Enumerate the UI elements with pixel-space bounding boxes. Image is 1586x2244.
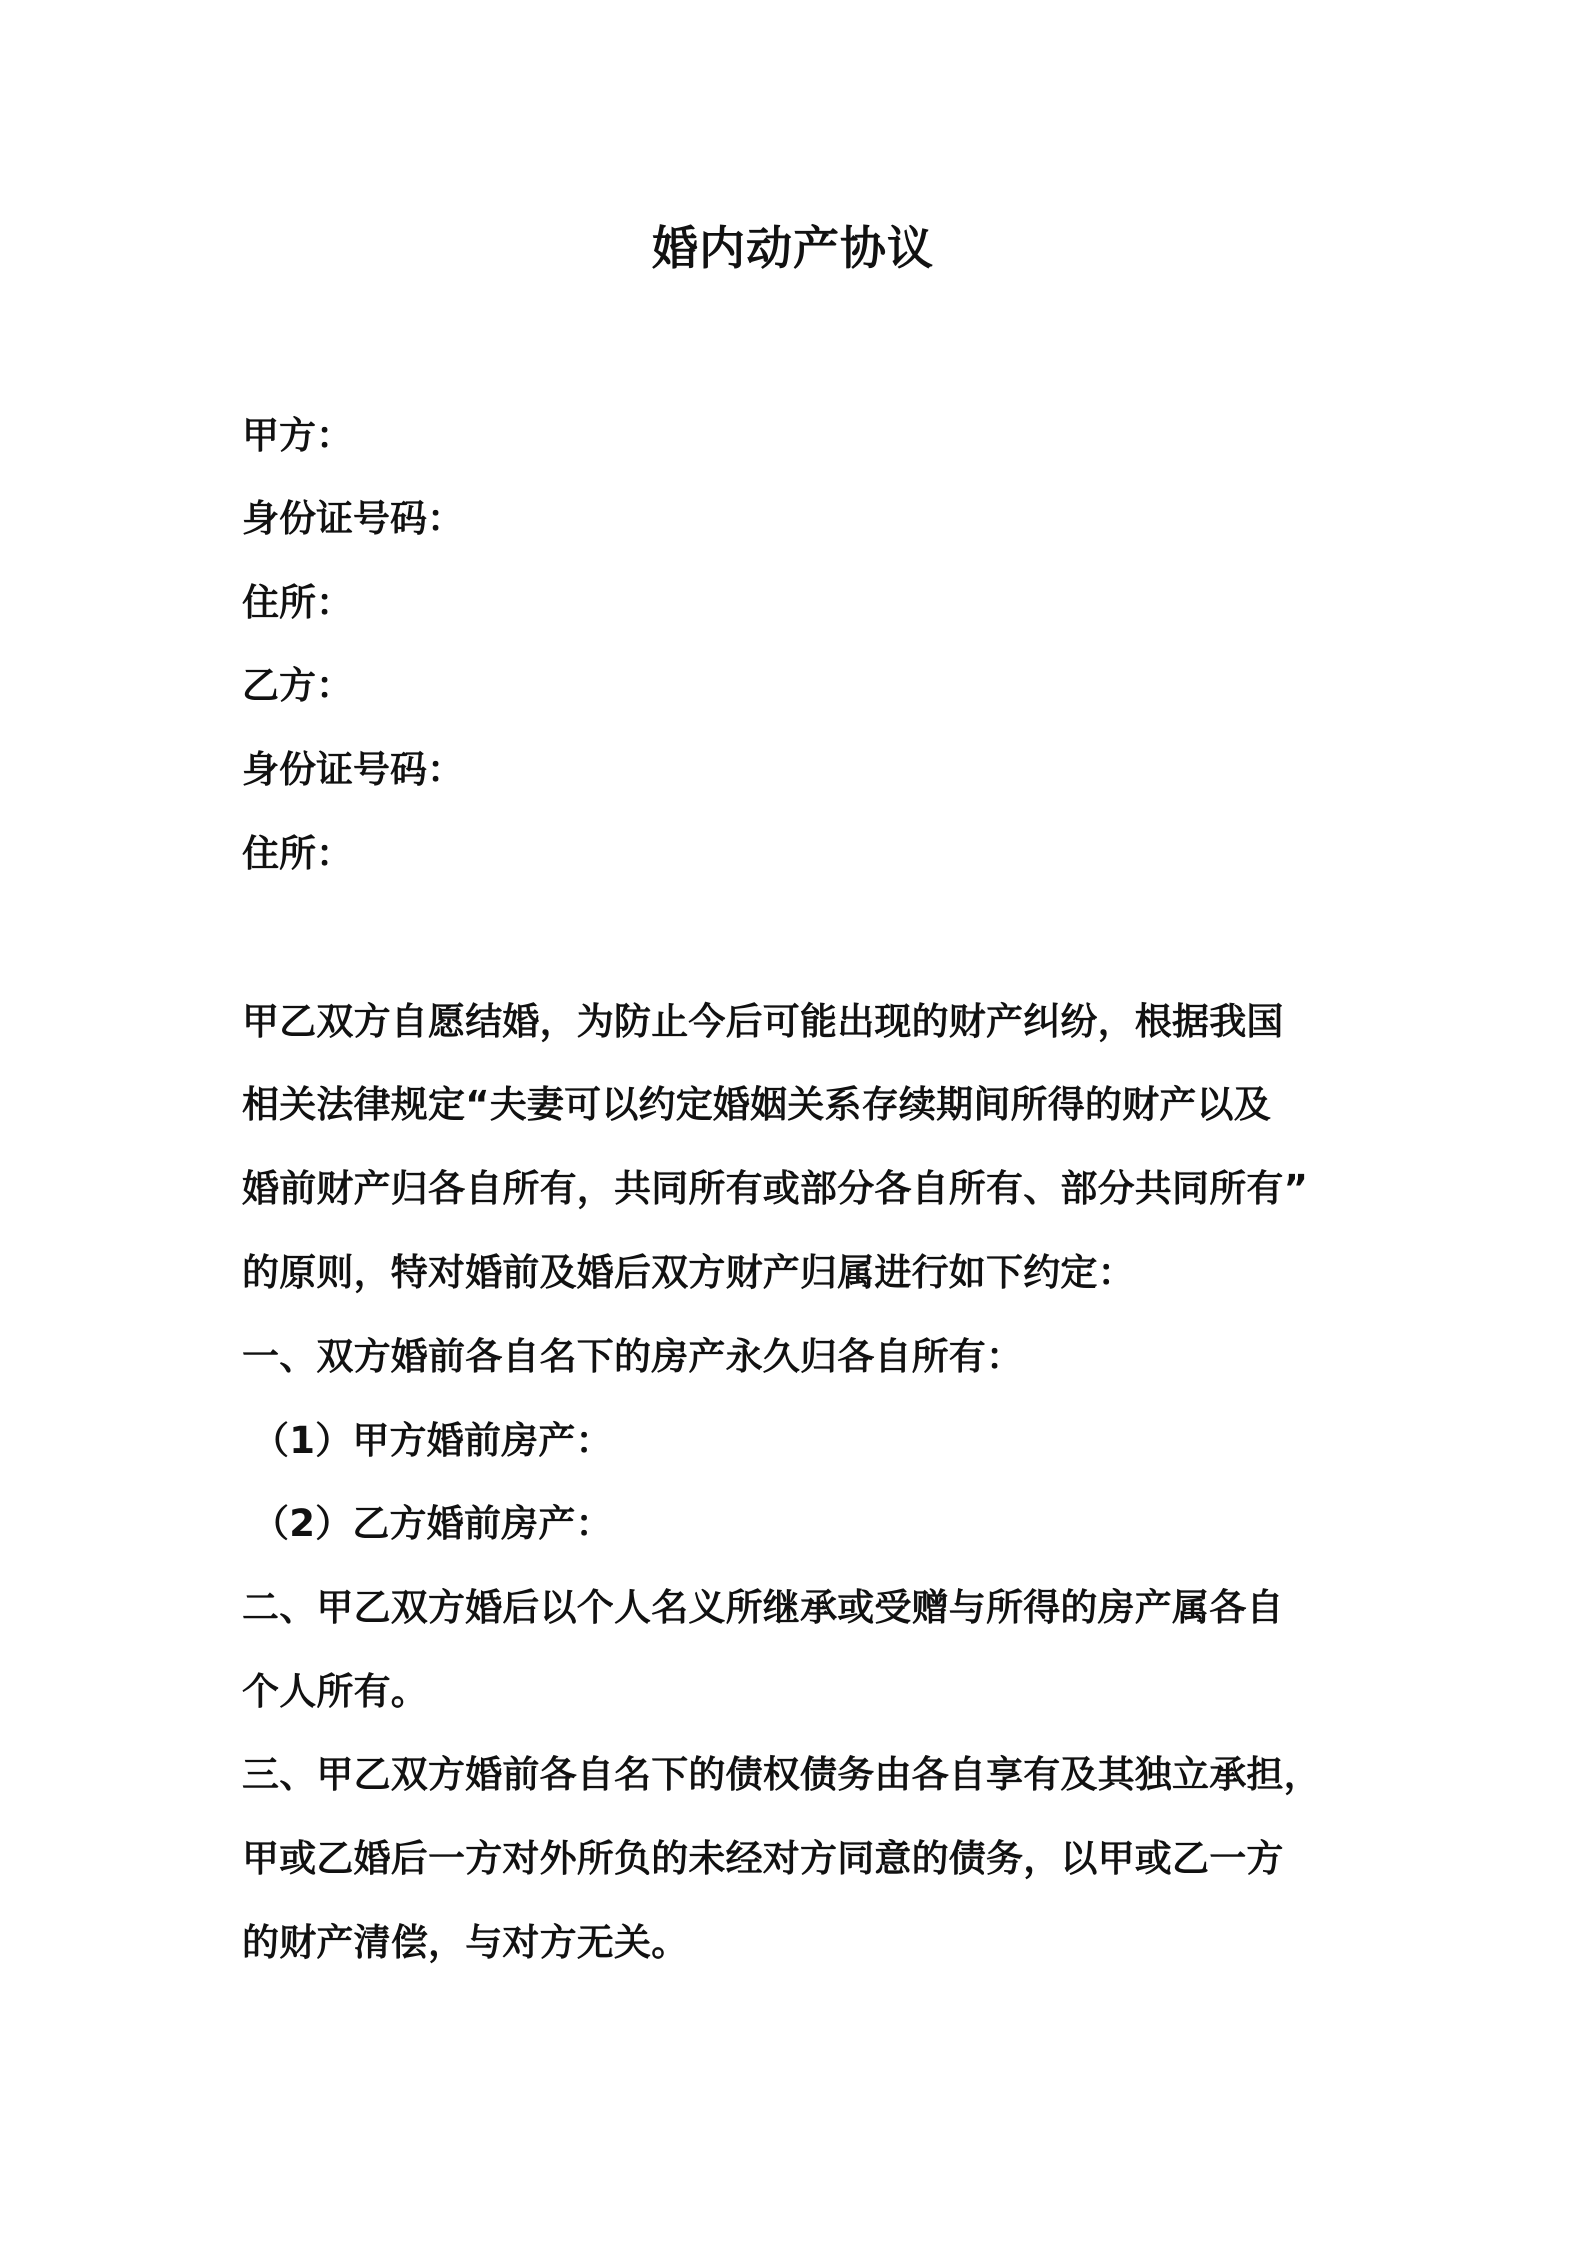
party-b-address-label: 住所： xyxy=(242,832,353,875)
clause-two-line-2: 个人所有。 xyxy=(242,1670,428,1713)
party-a-label: 甲方： xyxy=(242,414,353,457)
party-a-id-number-label: 身份证号码： xyxy=(242,497,464,540)
party-b-premarital-property-item: （2）乙方婚前房产： xyxy=(252,1502,613,1545)
document-title: 婚内动产协议 xyxy=(652,221,934,275)
clause-two-line-1: 二、甲乙双方婚后以个人名义所继承或受赠与所得的房产属各自 xyxy=(242,1586,1284,1629)
clause-three-line-2: 甲或乙婚后一方对外所负的未经对方同意的债务，以甲或乙一方 xyxy=(242,1837,1284,1880)
clause-one-title: 一、双方婚前各自名下的房产永久归各自所有： xyxy=(242,1335,1024,1378)
party-a-address-label: 住所： xyxy=(242,581,353,624)
party-b-label: 乙方： xyxy=(242,664,353,707)
party-a-premarital-property-item: （1）甲方婚前房产： xyxy=(252,1419,613,1462)
agreement-preamble-line-3: 婚前财产归各自所有，共同所有或部分各自所有、部分共同所有” xyxy=(242,1167,1309,1210)
agreement-preamble-line-2: 相关法律规定“夫妻可以约定婚姻关系存续期间所得的财产以及 xyxy=(242,1083,1271,1126)
agreement-preamble-line-4: 的原则，特对婚前及婚后双方财产归属进行如下约定： xyxy=(242,1251,1135,1294)
clause-three-line-3: 的财产清偿，与对方无关。 xyxy=(242,1921,689,1964)
clause-three-line-1: 三、甲乙双方婚前各自名下的债权债务由各自享有及其独立承担， xyxy=(242,1753,1321,1796)
party-b-id-number-label: 身份证号码： xyxy=(242,748,464,791)
agreement-preamble-line-1: 甲乙双方自愿结婚，为防止今后可能出现的财产纠纷，根据我国 xyxy=(242,1000,1284,1043)
